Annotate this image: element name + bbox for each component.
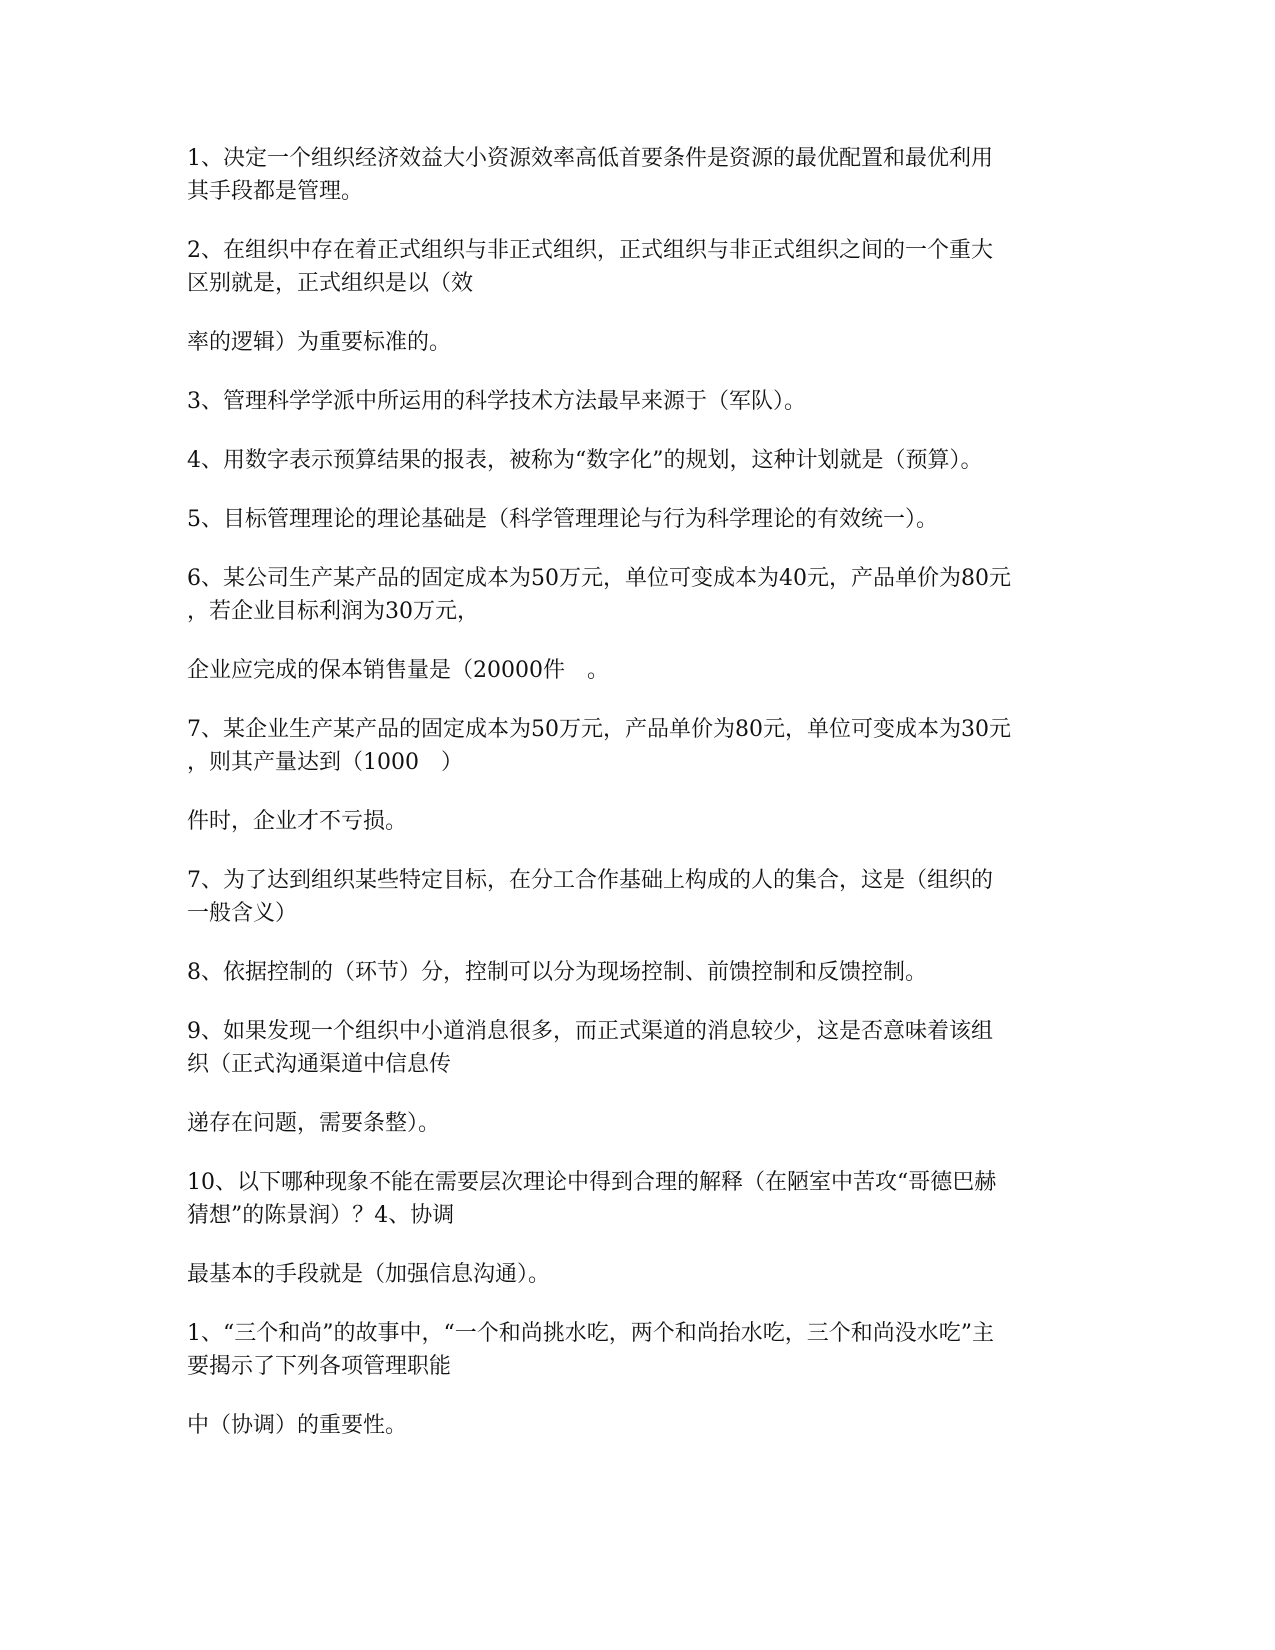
text-line: 1、“三个和尚”的故事中，“一个和尚挑水吃，两个和尚抬水吃，三个和尚没水吃”主 — [187, 1321, 994, 1346]
text-line: 一般含义） — [187, 901, 298, 926]
paragraph-1 — [187, 142, 1087, 208]
text-line: 7、某企业生产某产品的固定成本为50万元，产品单价为80元，单位可变成本为30元 — [187, 717, 1011, 742]
text-line: 10、以下哪种现象不能在需要层次理论中得到合理的解释（在陋室中苦攻“哥德巴赫 — [187, 1170, 997, 1195]
text-line: 9、如果发现一个组织中小道消息很多，而正式渠道的消息较少，这是否意味着该组 — [187, 1019, 993, 1044]
text-line: 率的逻辑）为重要标准的。 — [187, 330, 452, 355]
paragraph-6 — [187, 503, 1087, 536]
paragraph-3 — [187, 326, 1087, 359]
paragraph-13 — [187, 1015, 1087, 1081]
paragraph-12 — [187, 956, 1087, 989]
text-line: 1、决定一个组织经济效益大小资源效率高低首要条件是资源的最优配置和最优利用 — [187, 146, 993, 171]
text-line: 递存在问题，需要条整）。 — [187, 1111, 441, 1136]
text-line: 要揭示了下列各项管理职能 — [187, 1354, 452, 1379]
text-line: 8、依据控制的（环节）分，控制可以分为现场控制、前馈控制和反馈控制。 — [187, 960, 927, 985]
text-line: 最基本的手段就是（加强信息沟通）。 — [187, 1262, 551, 1287]
paragraph-8 — [187, 654, 1087, 687]
text-line: 其手段都是管理。 — [187, 179, 364, 204]
text-line: 5、目标管理理论的理论基础是（科学管理理论与行为科学理论的有效统一）。 — [187, 507, 938, 532]
text-line: 4、用数字表示预算结果的报表，被称为“数字化”的规划，这种计划就是（预算）。 — [187, 448, 983, 473]
paragraph-18 — [187, 1409, 1087, 1442]
paragraph-15 — [187, 1166, 1087, 1232]
text-line: ，若企业目标利润为30万元， — [187, 599, 479, 624]
text-line: 7、为了达到组织某些特定目标，在分工合作基础上构成的人的集合，这是（组织的 — [187, 868, 993, 893]
text-line: 织（正式沟通渠道中信息传 — [187, 1052, 452, 1077]
paragraph-17 — [187, 1317, 1087, 1383]
text-line: 6、某公司生产某产品的固定成本为50万元，单位可变成本为40元，产品单价为80元 — [187, 566, 1011, 591]
paragraph-2 — [187, 234, 1087, 300]
document-body — [187, 142, 1087, 1468]
paragraph-16 — [187, 1258, 1087, 1291]
paragraph-10 — [187, 805, 1087, 838]
paragraph-7 — [187, 562, 1087, 628]
paragraph-5 — [187, 444, 1087, 477]
text-line: 企业应完成的保本销售量是（20000件 。 — [187, 658, 609, 683]
text-line: ，则其产量达到（1000 ） — [187, 750, 463, 775]
text-line: 猜想”的陈景润）？4、协调 — [187, 1203, 455, 1228]
text-line: 区别就是，正式组织是以（效 — [187, 271, 474, 296]
paragraph-4 — [187, 385, 1087, 418]
text-line: 中（协调）的重要性。 — [187, 1413, 408, 1438]
text-line: 2、在组织中存在着正式组织与非正式组织，正式组织与非正式组织之间的一个重大 — [187, 238, 993, 263]
paragraph-9 — [187, 713, 1087, 779]
text-line: 件时，企业才不亏损。 — [187, 809, 408, 834]
paragraph-11 — [187, 864, 1087, 930]
paragraph-14 — [187, 1107, 1087, 1140]
text-line: 3、管理科学学派中所运用的科学技术方法最早来源于（军队）。 — [187, 389, 806, 414]
